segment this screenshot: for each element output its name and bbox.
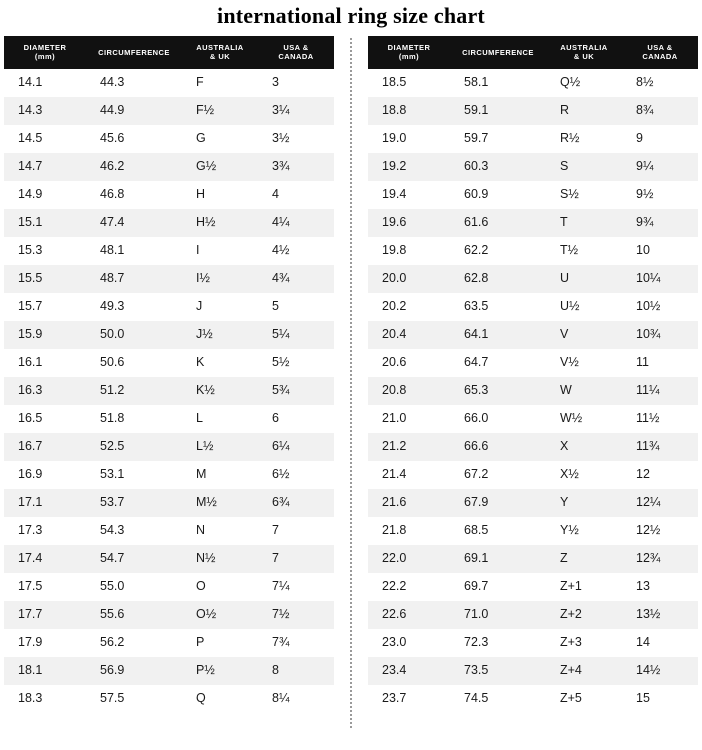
table-row <box>368 293 698 321</box>
cell-australia-uk: Z+1 <box>546 573 622 601</box>
cell-diameter: 22.0 <box>368 545 450 573</box>
cell-circumference: 54.7 <box>86 545 182 573</box>
cell-diameter: 14.3 <box>4 97 86 125</box>
cell-diameter: 23.0 <box>368 629 450 657</box>
cell-diameter: 21.0 <box>368 405 450 433</box>
cell-usa-canada: 14½ <box>622 657 698 685</box>
cell-australia-uk: P½ <box>182 657 258 685</box>
cell-diameter: 22.2 <box>368 573 450 601</box>
table-row <box>4 377 334 405</box>
cell-australia-uk: O <box>182 573 258 601</box>
column-header-line1: AUSTRALIA <box>196 43 244 52</box>
cell-australia-uk: U <box>546 265 622 293</box>
cell-usa-canada: 8½ <box>622 69 698 97</box>
table-row <box>4 601 334 629</box>
cell-diameter: 23.7 <box>368 685 450 713</box>
cell-australia-uk: W½ <box>546 405 622 433</box>
cell-diameter: 17.7 <box>4 601 86 629</box>
cell-circumference: 62.2 <box>450 237 546 265</box>
cell-usa-canada: 14 <box>622 629 698 657</box>
column-header-australia-uk <box>182 36 258 69</box>
cell-usa-canada: 8¾ <box>622 97 698 125</box>
cell-circumference: 64.7 <box>450 349 546 377</box>
table-row <box>368 209 698 237</box>
cell-circumference: 66.6 <box>450 433 546 461</box>
table-header-left <box>4 36 334 69</box>
cell-circumference: 72.3 <box>450 629 546 657</box>
table-row <box>368 321 698 349</box>
cell-circumference: 69.7 <box>450 573 546 601</box>
cell-diameter: 19.4 <box>368 181 450 209</box>
cell-diameter: 16.1 <box>4 349 86 377</box>
cell-circumference: 48.1 <box>86 237 182 265</box>
cell-usa-canada: 3¼ <box>258 97 334 125</box>
cell-australia-uk: K <box>182 349 258 377</box>
table-row <box>4 349 334 377</box>
cell-usa-canada: 4¾ <box>258 265 334 293</box>
table-row <box>368 573 698 601</box>
column-header-diameter <box>4 36 86 69</box>
cell-circumference: 55.6 <box>86 601 182 629</box>
table-body-left <box>4 69 334 713</box>
cell-circumference: 44.9 <box>86 97 182 125</box>
cell-usa-canada: 8 <box>258 657 334 685</box>
cell-diameter: 16.9 <box>4 461 86 489</box>
cell-diameter: 21.8 <box>368 517 450 545</box>
cell-usa-canada: 3¾ <box>258 153 334 181</box>
table-row <box>368 69 698 97</box>
cell-usa-canada: 7 <box>258 517 334 545</box>
table-row <box>368 629 698 657</box>
table-row <box>4 97 334 125</box>
cell-circumference: 53.1 <box>86 461 182 489</box>
table-row <box>368 181 698 209</box>
page-title: international ring size chart <box>217 3 485 28</box>
column-header-line1: CIRCUMFERENCE <box>462 47 534 57</box>
cell-australia-uk: O½ <box>182 601 258 629</box>
cell-australia-uk: M½ <box>182 489 258 517</box>
cell-diameter: 20.6 <box>368 349 450 377</box>
table-row <box>4 685 334 713</box>
cell-circumference: 51.8 <box>86 405 182 433</box>
cell-diameter: 21.6 <box>368 489 450 517</box>
cell-usa-canada: 13½ <box>622 601 698 629</box>
cell-diameter: 17.5 <box>4 573 86 601</box>
column-header-australia-uk <box>546 36 622 69</box>
cell-diameter: 21.2 <box>368 433 450 461</box>
cell-australia-uk: J½ <box>182 321 258 349</box>
table-row <box>368 97 698 125</box>
cell-diameter: 14.9 <box>4 181 86 209</box>
column-header-line2: CANADA <box>642 52 678 62</box>
table-row <box>4 321 334 349</box>
cell-usa-canada: 3½ <box>258 125 334 153</box>
cell-australia-uk: L <box>182 405 258 433</box>
cell-circumference: 50.6 <box>86 349 182 377</box>
cell-australia-uk: R <box>546 97 622 125</box>
cell-circumference: 68.5 <box>450 517 546 545</box>
cell-usa-canada: 11½ <box>622 405 698 433</box>
cell-circumference: 67.2 <box>450 461 546 489</box>
cell-australia-uk: Q <box>182 685 258 713</box>
table-row <box>368 349 698 377</box>
cell-usa-canada: 7 <box>258 545 334 573</box>
cell-usa-canada: 6¼ <box>258 433 334 461</box>
table-row <box>368 657 698 685</box>
table-row <box>4 433 334 461</box>
cell-australia-uk: Y <box>546 489 622 517</box>
cell-australia-uk: Y½ <box>546 517 622 545</box>
cell-circumference: 69.1 <box>450 545 546 573</box>
cell-diameter: 15.1 <box>4 209 86 237</box>
cell-usa-canada: 11¼ <box>622 377 698 405</box>
cell-usa-canada: 8¼ <box>258 685 334 713</box>
cell-usa-canada: 4 <box>258 181 334 209</box>
cell-diameter: 19.8 <box>368 237 450 265</box>
cell-usa-canada: 4½ <box>258 237 334 265</box>
column-header-line2: CANADA <box>278 52 314 62</box>
cell-diameter: 15.5 <box>4 265 86 293</box>
cell-diameter: 23.4 <box>368 657 450 685</box>
cell-usa-canada: 6½ <box>258 461 334 489</box>
cell-usa-canada: 7¾ <box>258 629 334 657</box>
cell-australia-uk: P <box>182 629 258 657</box>
column-header-line1: USA & <box>647 43 673 52</box>
cell-diameter: 20.2 <box>368 293 450 321</box>
column-header-line1: DIAMETER <box>387 43 431 52</box>
table-row <box>368 153 698 181</box>
cell-australia-uk: Z+2 <box>546 601 622 629</box>
cell-usa-canada: 4¼ <box>258 209 334 237</box>
cell-australia-uk: K½ <box>182 377 258 405</box>
cell-australia-uk: V <box>546 321 622 349</box>
table-row <box>368 125 698 153</box>
cell-australia-uk: J <box>182 293 258 321</box>
table-row <box>368 377 698 405</box>
cell-diameter: 14.5 <box>4 125 86 153</box>
cell-australia-uk: I <box>182 237 258 265</box>
table-row <box>4 489 334 517</box>
cell-australia-uk: H½ <box>182 209 258 237</box>
cell-circumference: 64.1 <box>450 321 546 349</box>
cell-diameter: 15.7 <box>4 293 86 321</box>
cell-usa-canada: 13 <box>622 573 698 601</box>
cell-australia-uk: F <box>182 69 258 97</box>
cell-diameter: 20.0 <box>368 265 450 293</box>
cell-australia-uk: N½ <box>182 545 258 573</box>
cell-circumference: 60.3 <box>450 153 546 181</box>
column-header-line2: & UK <box>209 52 231 62</box>
left-table-wrap <box>4 36 334 713</box>
cell-diameter: 22.6 <box>368 601 450 629</box>
divider-line <box>350 38 352 728</box>
table-row <box>4 209 334 237</box>
table-header-right <box>368 36 698 69</box>
table-row <box>368 517 698 545</box>
cell-circumference: 55.0 <box>86 573 182 601</box>
cell-diameter: 19.0 <box>368 125 450 153</box>
table-row <box>368 237 698 265</box>
table-row <box>4 405 334 433</box>
cell-usa-canada: 9½ <box>622 181 698 209</box>
table-row <box>4 153 334 181</box>
cell-usa-canada: 5 <box>258 293 334 321</box>
table-body-right <box>368 69 698 713</box>
column-header-usa-canada <box>258 36 334 69</box>
cell-circumference: 73.5 <box>450 657 546 685</box>
cell-australia-uk: N <box>182 517 258 545</box>
table-row <box>4 237 334 265</box>
cell-circumference: 56.2 <box>86 629 182 657</box>
cell-circumference: 57.5 <box>86 685 182 713</box>
cell-usa-canada: 10½ <box>622 293 698 321</box>
cell-circumference: 58.1 <box>450 69 546 97</box>
ring-size-table-right <box>368 36 698 713</box>
cell-diameter: 21.4 <box>368 461 450 489</box>
cell-diameter: 19.2 <box>368 153 450 181</box>
column-header-line2: & UK <box>573 52 595 62</box>
cell-circumference: 59.7 <box>450 125 546 153</box>
cell-diameter: 19.6 <box>368 209 450 237</box>
table-row <box>4 69 334 97</box>
cell-australia-uk: S½ <box>546 181 622 209</box>
cell-australia-uk: Z+4 <box>546 657 622 685</box>
table-row <box>4 517 334 545</box>
cell-circumference: 67.9 <box>450 489 546 517</box>
table-row <box>368 489 698 517</box>
column-header-circumference <box>86 36 182 69</box>
column-header-line1: CIRCUMFERENCE <box>98 47 170 57</box>
header-row <box>368 36 698 69</box>
table-row <box>368 461 698 489</box>
column-header-usa-canada <box>622 36 698 69</box>
cell-circumference: 71.0 <box>450 601 546 629</box>
cell-usa-canada: 5¾ <box>258 377 334 405</box>
cell-australia-uk: T <box>546 209 622 237</box>
column-header-line1: DIAMETER <box>23 43 67 52</box>
cell-usa-canada: 3 <box>258 69 334 97</box>
cell-circumference: 49.3 <box>86 293 182 321</box>
cell-australia-uk: X <box>546 433 622 461</box>
cell-circumference: 56.9 <box>86 657 182 685</box>
cell-circumference: 47.4 <box>86 209 182 237</box>
cell-australia-uk: W <box>546 377 622 405</box>
cell-australia-uk: S <box>546 153 622 181</box>
cell-circumference: 65.3 <box>450 377 546 405</box>
table-row <box>4 265 334 293</box>
cell-usa-canada: 5¼ <box>258 321 334 349</box>
cell-australia-uk: F½ <box>182 97 258 125</box>
cell-circumference: 61.6 <box>450 209 546 237</box>
header-row <box>4 36 334 69</box>
cell-diameter: 16.5 <box>4 405 86 433</box>
table-row <box>4 125 334 153</box>
cell-circumference: 62.8 <box>450 265 546 293</box>
cell-diameter: 18.5 <box>368 69 450 97</box>
cell-australia-uk: V½ <box>546 349 622 377</box>
cell-australia-uk: G½ <box>182 153 258 181</box>
table-row <box>4 545 334 573</box>
table-row <box>4 657 334 685</box>
cell-usa-canada: 5½ <box>258 349 334 377</box>
cell-circumference: 48.7 <box>86 265 182 293</box>
cell-circumference: 46.2 <box>86 153 182 181</box>
cell-usa-canada: 6 <box>258 405 334 433</box>
right-table-wrap <box>368 36 698 713</box>
cell-usa-canada: 9¼ <box>622 153 698 181</box>
cell-circumference: 50.0 <box>86 321 182 349</box>
cell-diameter: 15.3 <box>4 237 86 265</box>
cell-diameter: 15.9 <box>4 321 86 349</box>
cell-diameter: 17.4 <box>4 545 86 573</box>
cell-diameter: 17.9 <box>4 629 86 657</box>
cell-circumference: 52.5 <box>86 433 182 461</box>
cell-australia-uk: I½ <box>182 265 258 293</box>
cell-australia-uk: M <box>182 461 258 489</box>
cell-australia-uk: L½ <box>182 433 258 461</box>
cell-diameter: 14.7 <box>4 153 86 181</box>
cell-usa-canada: 11 <box>622 349 698 377</box>
cell-diameter: 20.4 <box>368 321 450 349</box>
cell-circumference: 60.9 <box>450 181 546 209</box>
table-row <box>368 265 698 293</box>
cell-australia-uk: X½ <box>546 461 622 489</box>
tables-container <box>0 36 702 728</box>
cell-diameter: 18.1 <box>4 657 86 685</box>
table-row <box>368 433 698 461</box>
cell-diameter: 14.1 <box>4 69 86 97</box>
cell-usa-canada: 6¾ <box>258 489 334 517</box>
column-header-circumference <box>450 36 546 69</box>
cell-usa-canada: 7¼ <box>258 573 334 601</box>
table-row <box>368 405 698 433</box>
cell-usa-canada: 11¾ <box>622 433 698 461</box>
table-row <box>368 685 698 713</box>
vertical-divider <box>346 38 356 728</box>
column-header-line2: (mm) <box>34 52 56 62</box>
table-row <box>4 629 334 657</box>
cell-australia-uk: G <box>182 125 258 153</box>
column-header-line1: AUSTRALIA <box>560 43 608 52</box>
cell-diameter: 17.1 <box>4 489 86 517</box>
cell-australia-uk: Z+3 <box>546 629 622 657</box>
cell-usa-canada: 9 <box>622 125 698 153</box>
cell-usa-canada: 10¼ <box>622 265 698 293</box>
cell-australia-uk: U½ <box>546 293 622 321</box>
cell-australia-uk: T½ <box>546 237 622 265</box>
cell-diameter: 18.3 <box>4 685 86 713</box>
table-row <box>4 181 334 209</box>
cell-australia-uk: Z <box>546 545 622 573</box>
column-header-diameter <box>368 36 450 69</box>
cell-circumference: 53.7 <box>86 489 182 517</box>
cell-usa-canada: 15 <box>622 685 698 713</box>
cell-diameter: 16.7 <box>4 433 86 461</box>
cell-usa-canada: 7½ <box>258 601 334 629</box>
cell-australia-uk: Z+5 <box>546 685 622 713</box>
table-row <box>4 293 334 321</box>
cell-usa-canada: 12¼ <box>622 489 698 517</box>
cell-australia-uk: H <box>182 181 258 209</box>
column-header-line2: (mm) <box>398 52 420 62</box>
cell-circumference: 63.5 <box>450 293 546 321</box>
cell-diameter: 18.8 <box>368 97 450 125</box>
cell-diameter: 17.3 <box>4 517 86 545</box>
table-row <box>368 601 698 629</box>
cell-usa-canada: 10¾ <box>622 321 698 349</box>
cell-usa-canada: 9¾ <box>622 209 698 237</box>
table-row <box>368 545 698 573</box>
cell-circumference: 59.1 <box>450 97 546 125</box>
cell-usa-canada: 10 <box>622 237 698 265</box>
ring-size-chart-page <box>0 3 702 750</box>
column-header-line1: USA & <box>283 43 309 52</box>
cell-circumference: 46.8 <box>86 181 182 209</box>
cell-circumference: 74.5 <box>450 685 546 713</box>
cell-usa-canada: 12¾ <box>622 545 698 573</box>
cell-australia-uk: R½ <box>546 125 622 153</box>
table-row <box>4 461 334 489</box>
cell-circumference: 45.6 <box>86 125 182 153</box>
cell-circumference: 66.0 <box>450 405 546 433</box>
ring-size-table-left <box>4 36 334 713</box>
cell-circumference: 54.3 <box>86 517 182 545</box>
cell-australia-uk: Q½ <box>546 69 622 97</box>
cell-circumference: 44.3 <box>86 69 182 97</box>
cell-usa-canada: 12 <box>622 461 698 489</box>
cell-diameter: 20.8 <box>368 377 450 405</box>
cell-usa-canada: 12½ <box>622 517 698 545</box>
cell-circumference: 51.2 <box>86 377 182 405</box>
cell-diameter: 16.3 <box>4 377 86 405</box>
table-row <box>4 573 334 601</box>
